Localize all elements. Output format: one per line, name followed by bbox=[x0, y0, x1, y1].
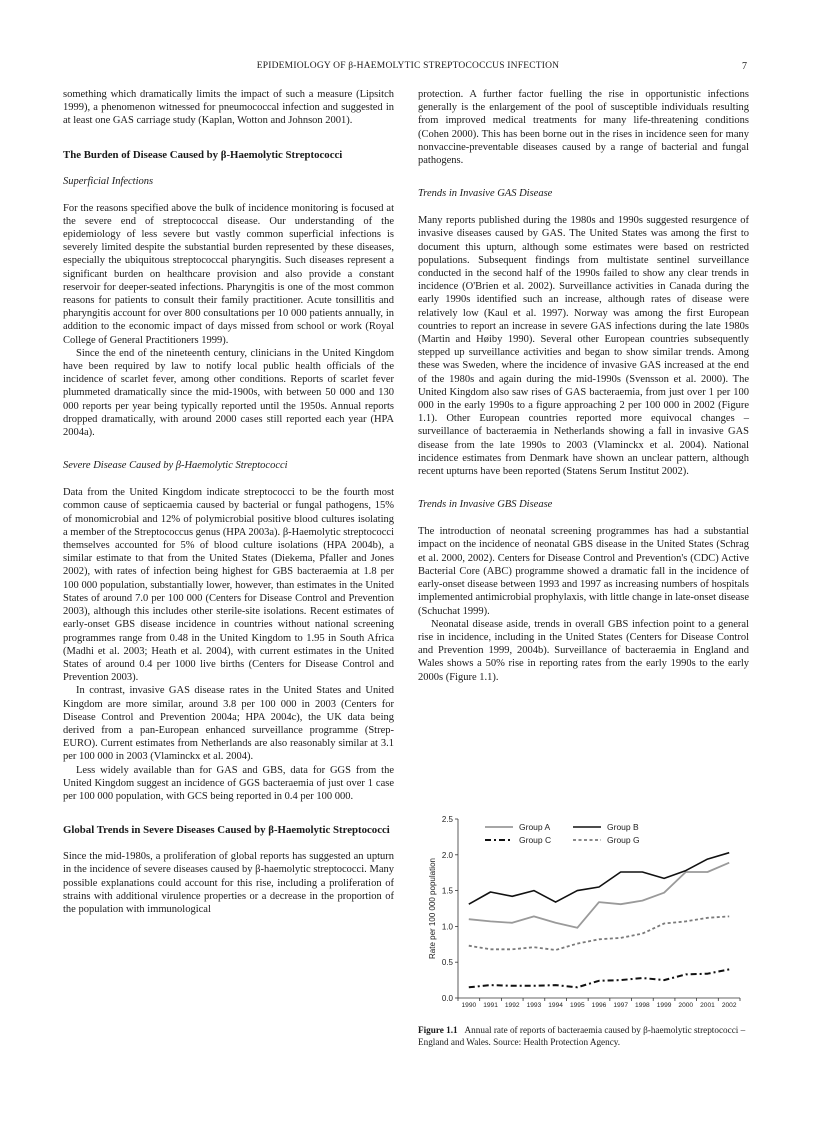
x-tick-label: 2001 bbox=[700, 1002, 715, 1009]
x-tick-label: 1996 bbox=[591, 1002, 607, 1009]
series-line-group-b bbox=[469, 853, 729, 905]
y-axis-label: Rate per 100 000 population bbox=[428, 858, 437, 959]
legend-label: Group C bbox=[519, 835, 552, 845]
running-title: EPIDEMIOLOGY OF β-HAEMOLYTIC STREPTOCOCCUS INFECTION bbox=[256, 61, 560, 71]
subsection-heading-gas: Trends in Invasive GAS Disease bbox=[418, 188, 553, 200]
x-tick-label: 1998 bbox=[635, 1002, 650, 1009]
left-column bbox=[63, 88, 394, 916]
figure-label: Figure 1.1 bbox=[418, 1025, 458, 1035]
figure-caption-text: Annual rate of reports of bacteraemia caused by β-haemolytic streptococci – England and Wales. Source: Health Protection Agency. bbox=[418, 1025, 746, 1047]
figure-1-1 bbox=[418, 810, 758, 1020]
bacteraemia-line-chart bbox=[418, 810, 758, 1015]
paragraph: Many reports published during the 1980s and 1990s suggested resurgence of invasive diseases caused by GAS. The United States was among the first to document this upturn, although some estimates were based on restricted populations. Subsequent findings from multistate sentinel surveillance conducted in the second half of the 1990s failed to show any clear trends in incidence (O'Brien et al. 2002). Surveillance activities in Canada during the early 1990s identified such an increase, although rates of disease were relatively low (Kaul et al. 1997). Norway was among the first European countries to report an increase in severe GAS infections during the late 1980s (Martin and Høiby 1990). Several other European countries subsequently stepped up surveillance activities and began to show similar trends. Among these was Sweden, where the incidence of invasive GAS increased at the end of the 1980s and again during the mid-1990s (Svensson et al. 2000). The United Kingdom also saw rises of GAS bacteraemia, from just over 1 per 100 000 in the early 1990s to a figure approaching 2 per 100 000 in 2002 (Figure 1.1). Other European countries reported more equivocal changes – surveillance of bacteraemia in Netherlands showing a fall in invasive GAS disease from the late 1990s to 2003 (Vlaminckx et al. 2004). National incidence estimates from Denmark have shown an unclear pattern, although recent upturns have been reported (Statens Serum Institut 2002). bbox=[418, 215, 749, 478]
page-number: 7 bbox=[742, 61, 748, 72]
x-tick-label: 1991 bbox=[483, 1002, 498, 1009]
legend-label: Group B bbox=[607, 822, 639, 832]
section-heading-global: Global Trends in Severe Diseases Caused by β-Haemolytic Streptococci bbox=[63, 824, 390, 837]
x-tick-label: 1997 bbox=[613, 1002, 629, 1009]
subsection-heading-gbs: Trends in Invasive GBS Disease bbox=[418, 499, 553, 511]
paragraph: In contrast, invasive GAS disease rates in the United States and United Kingdom are more similar, around 3.8 per 100 000 in 2003 (Centers for Disease Control and Prevention 2004a; HPA 2004c), the UK data being derived from a pan-European enhanced surveillance programme (Strep-EURO). Current estimates from Netherlands are also reasonably similar at 3.1 per 100 000 in 2003 (Vlaminckx et al. 2004). bbox=[63, 685, 394, 763]
y-tick-label: 2.0 bbox=[441, 850, 453, 860]
x-tick-label: 2002 bbox=[721, 1002, 737, 1009]
paragraph: protection. A further factor fuelling the rise in opportunistic infections generally is the enlargement of the pool of susceptible individuals resulting from improved medical treatments for many life-threatening conditions (Cohen 2000). This has been borne out in the rises in incidence seen for many nonvaccine-preventable diseases caused by a range of bacterial and fungal pathogens. bbox=[418, 89, 749, 167]
paragraph: For the reasons specified above the bulk of incidence monitoring is focused at the severe end of streptococcal disease. Our understanding of the epidemiology of less severe but vastly common superficial infections is severely limited despite the substantial burden represented by these diseases, especially the ubiquitous streptococcal pharyngitis. Such diseases represent a significant burden on healthcare provision and also provide a constant reservoir for deeper-seated infections. Pharyngitis is one of the most common reasons for patients to consult their family practitioner. Acute tonsillitis and pharyngitis account for over 800 consultations per 10 000 patients annually, in addition to the economic impact of days missed from school or work (Royal College of General Practitioners 1999). bbox=[63, 202, 394, 346]
paragraph: Data from the United Kingdom indicate streptococci to be the fourth most common cause of septicaemia caused by bacterial or fungal pathogens, 15% of monomicrobial and 12% of polymicrobial positive blood cultures isolating a member of the Streptococcus genus (HPA 2003a). β-Haemolytic streptococci themselves accounted for 5% of blood culture isolations (HPA 2004b), a similar estimate to that from the United States (Diekema, Pfaller and Jones 2002), with rates of infection being highest for GBS bacteraemia at 1.8 per 100 000 population, substantially lower, however, than estimates in the United States of around 7.0 per 100 000 (Centers for Disease Control and Prevention 2003), although this includes other sterile-site isolations. Recent estimates of early-onset GBS disease incidence in countries without national screening programmes range from 0.48 in the United Kingdom to 1.95 in South Africa (Madhi et al. 2003; Heath et al. 2004), with current estimates in the United States of around 0.4 per 1000 live births (Centers for Disease Control and Prevention 2003). bbox=[63, 487, 394, 684]
legend-label: Group G bbox=[607, 835, 640, 845]
paragraph: Less widely available than for GAS and GBS, data for GGS from the United Kingdom suggest an incidence of GGS bacteraemia of just over 1 case per 100 000 population, with GCS being reported in 0.4 per 100 000. bbox=[63, 764, 394, 802]
series-line-group-g bbox=[469, 916, 729, 950]
subsection-heading-severe: Severe Disease Caused by β-Haemolytic Streptococci bbox=[63, 460, 288, 472]
y-tick-label: 2.5 bbox=[441, 815, 453, 824]
paragraph: The introduction of neonatal screening programmes has had a substantial impact on the incidence of neonatal GBS disease in the United States (Schrag et al. 2000, 2002). Centers for Disease Control and Prevention's (CDC) Active Bacterial Core (ABC) programme showed a dramatic fall in the incidence of early-onset disease between 1993 and 1997 as increasing numbers of hospitals implemented antimicrobial prophylaxis, with little change in late-onset disease (Schuchat 1999). bbox=[418, 526, 749, 617]
paragraph: Since the mid-1980s, a proliferation of global reports has suggested an upturn in the incidence of severe diseases caused by β-haemolytic streptococci. Many possible explanations could account for this rise, including a proliferation of strains with additional virulence properties or a decrease in the proportion of the population with immunological bbox=[63, 851, 394, 915]
y-tick-label: 0.5 bbox=[441, 958, 453, 968]
x-tick-label: 1999 bbox=[656, 1002, 672, 1009]
figure-caption bbox=[418, 1024, 749, 1048]
legend-label: Group A bbox=[519, 822, 551, 832]
paragraph: something which dramatically limits the impact of such a measure (Lipsitch 1999), a phenomenon witnessed for pneumococcal infection and suggested in at least one GAS carriage study (Kaplan, Wotton and Johnson 2001). bbox=[63, 89, 394, 127]
subsection-heading-superficial: Superficial Infections bbox=[63, 175, 154, 187]
x-tick-label: 1993 bbox=[526, 1002, 542, 1009]
y-tick-label: 0.0 bbox=[441, 994, 453, 1003]
section-heading-burden: The Burden of Disease Caused by β-Haemolytic Streptococci bbox=[63, 148, 343, 161]
x-tick-label: 1992 bbox=[504, 1002, 520, 1009]
y-tick-label: 1.0 bbox=[441, 922, 453, 932]
x-tick-label: 1990 bbox=[461, 1002, 477, 1009]
paragraph: Since the end of the nineteenth century, clinicians in the United Kingdom have been required by law to notify local public health officials of the incidence of scarlet fever, among other conditions. Reports of scarlet fever plummeted dramatically since the mid-1900s, with between 50 000 and 130 000 reports per year being typically reported until the 1950s. Annual reports dropped dramatically, with around 2000 cases still reported each year (HPA 2004a). bbox=[63, 347, 394, 439]
x-tick-label: 2000 bbox=[678, 1002, 694, 1009]
y-tick-label: 1.5 bbox=[441, 886, 453, 896]
x-tick-label: 1994 bbox=[548, 1002, 563, 1009]
paragraph: Neonatal disease aside, trends in overall GBS infection point to a general rise in incidence, including in the United States (Centers for Disease Control and Prevention 1999, 2004b). Surveillance of bacteraemia in England and Wales shows a 50% rise in reporting rates from the early 1990s to the early 2000s (Figure 1.1). bbox=[418, 618, 749, 683]
right-column bbox=[418, 88, 749, 684]
series-line-group-c bbox=[469, 969, 729, 987]
x-tick-label: 1995 bbox=[569, 1002, 585, 1009]
